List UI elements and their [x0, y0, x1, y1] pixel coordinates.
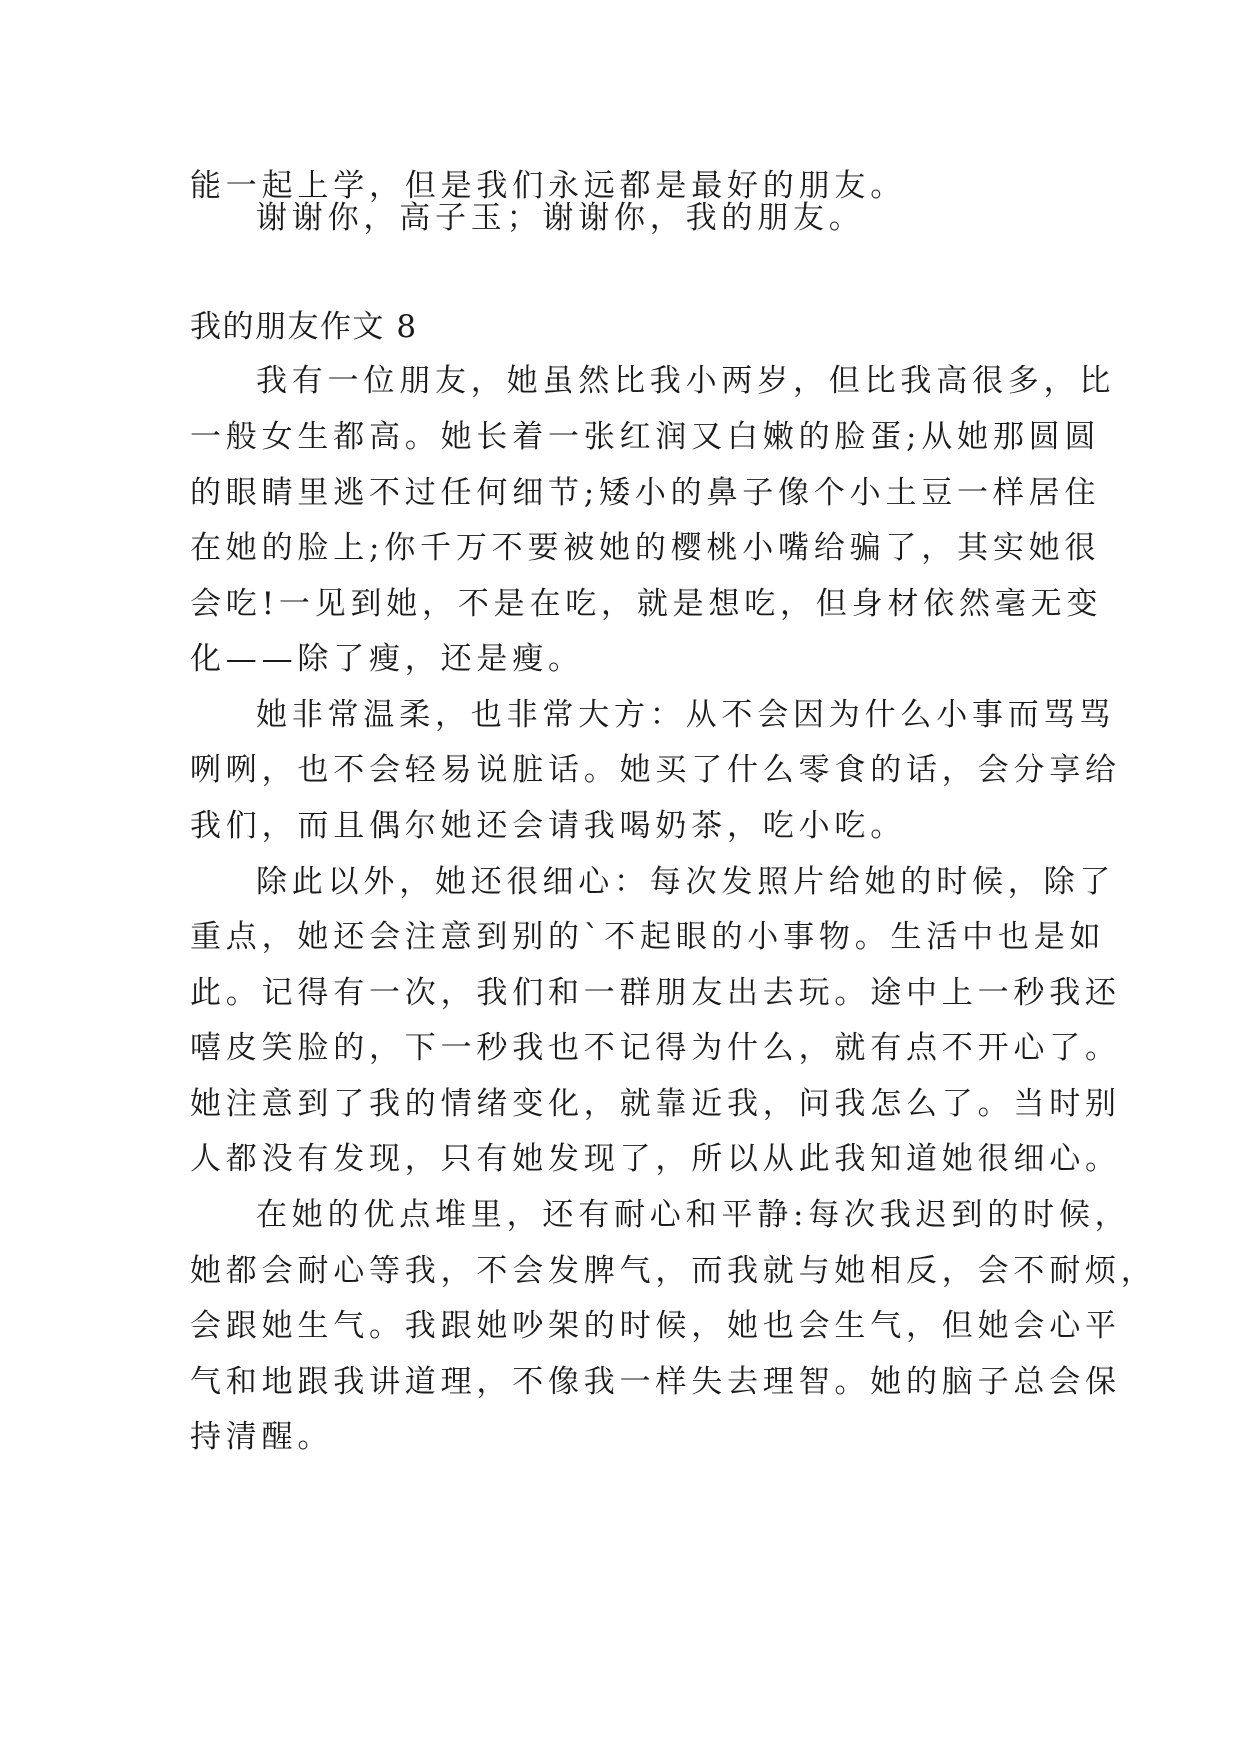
paragraph-line: 咧咧，也不会轻易说脏话。她买了什么零食的话，会分享给: [190, 752, 1121, 788]
paragraph-line: 重点，她还会注意到别的`不起眼的小事物。生活中也是如: [190, 919, 1106, 955]
paragraph-line: 一般女生都高。她长着一张红润又白嫩的脸蛋;从她那圆圆: [190, 419, 1101, 455]
paragraph-line: 此。记得有一次，我们和一群朋友出去玩。途中上一秒我还: [190, 975, 1121, 1011]
paragraph-line: 能一起上学，但是我们永远都是最好的朋友。: [190, 168, 906, 204]
paragraph-line: 我有一位朋友，她虽然比我小两岁，但比我高很多，比: [256, 363, 1116, 399]
section-heading: 我的朋友作文 8: [190, 309, 418, 345]
paragraph-line: 会吃!一见到她，不是在吃，就是想吃，但身材依然毫无变: [190, 586, 1103, 622]
paragraph-line: 的眼睛里逃不过任何细节;矮小的鼻子像个小土豆一样居住: [190, 475, 1101, 511]
paragraph-line: 我们，而且偶尔她还会请我喝奶茶，吃小吃。: [190, 808, 906, 844]
paragraph-line: 在她的优点堆里，还有耐心和平静:每次我迟到的时候，: [256, 1197, 1131, 1233]
paragraph-line: 持清醒。: [190, 1419, 334, 1455]
paragraph-line: 她都会耐心等我，不会发脾气，而我就与她相反，会不耐烦，: [190, 1253, 1157, 1289]
paragraph-line: 化——除了瘦，还是瘦。: [190, 641, 584, 677]
paragraph-line: 她非常温柔，也非常大方：从不会因为什么小事而骂骂: [256, 697, 1116, 733]
paragraph-line: 在她的脸上;你千万不要被她的樱桃小嘴给骗了，其实她很: [190, 530, 1101, 566]
paragraph-line: 会跟她生气。我跟她吵架的时候，她也会生气，但她会心平: [190, 1308, 1121, 1344]
paragraph-line: 谢谢你，高子玉；谢谢你，我的朋友。: [256, 200, 865, 236]
paragraph-line: 除此以外，她还很细心：每次发照片给她的时候，除了: [256, 864, 1116, 900]
paragraph-line: 她注意到了我的情绪变化，就靠近我，问我怎么了。当时别: [190, 1086, 1121, 1122]
paragraph-line: 嘻皮笑脸的，下一秒我也不记得为什么，就有点不开心了。: [190, 1030, 1121, 1066]
paragraph-line: 气和地跟我讲道理，不像我一样失去理智。她的脑子总会保: [190, 1364, 1121, 1400]
paragraph-line: 人都没有发现，只有她发现了，所以从此我知道她很细心。: [190, 1141, 1121, 1177]
